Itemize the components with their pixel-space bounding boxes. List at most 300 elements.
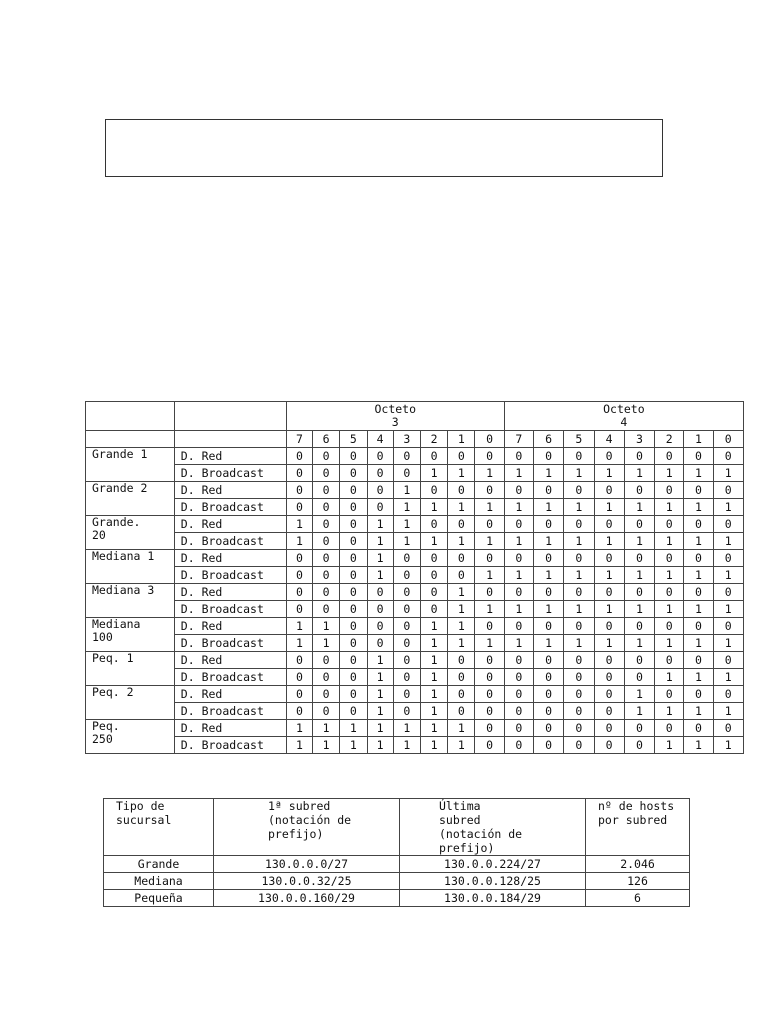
bit-cell: 0 [286, 669, 312, 686]
bit-cell: 1 [475, 601, 504, 618]
bit-cell: 0 [448, 686, 475, 703]
bit-cell: 0 [533, 550, 563, 567]
bit-cell: 1 [655, 567, 684, 584]
bit-cell: 1 [684, 567, 713, 584]
bit-position-15: 0 [713, 431, 743, 448]
bit-cell: 1 [313, 737, 340, 754]
branch-label: Peq. 1 [86, 652, 175, 686]
bit-cell: 0 [340, 516, 367, 533]
summary-row [104, 890, 690, 907]
bit-cell: 0 [533, 703, 563, 720]
blank-text-box [105, 119, 663, 177]
bit-cell: 1 [713, 703, 743, 720]
bit-position-5: 2 [420, 431, 447, 448]
bit-cell: 0 [533, 482, 563, 499]
bit-cell: 1 [367, 686, 393, 703]
address-type-label: D. Broadcast [174, 567, 286, 584]
table-row [86, 601, 744, 618]
bit-cell: 1 [475, 635, 504, 652]
table-row [86, 635, 744, 652]
bit-cell: 0 [533, 737, 563, 754]
bit-cell: 0 [286, 686, 312, 703]
bit-cell: 1 [286, 720, 312, 737]
bit-cell: 0 [594, 703, 624, 720]
bit-cell: 0 [313, 703, 340, 720]
bit-cell: 1 [713, 669, 743, 686]
bit-cell: 1 [420, 635, 447, 652]
bit-cell: 0 [367, 448, 393, 465]
bit-cell: 1 [286, 533, 312, 550]
address-type-label: D. Broadcast [174, 669, 286, 686]
address-type-label: D. Red [174, 448, 286, 465]
bit-cell: 1 [684, 533, 713, 550]
bit-cell: 0 [564, 516, 594, 533]
bit-cell: 0 [655, 448, 684, 465]
bit-cell: 1 [393, 499, 420, 516]
bit-cell: 1 [393, 482, 420, 499]
bit-position-0: 7 [286, 431, 312, 448]
bit-cell: 1 [624, 533, 654, 550]
bit-cell: 0 [448, 567, 475, 584]
bit-position-2: 5 [340, 431, 367, 448]
bit-cell: 0 [533, 618, 563, 635]
bit-cell: 0 [286, 499, 312, 516]
bit-cell: 0 [655, 550, 684, 567]
table-row [86, 652, 744, 669]
bit-cell: 0 [564, 584, 594, 601]
bit-cell: 0 [594, 448, 624, 465]
bit-cell: 0 [475, 720, 504, 737]
bit-cell: 0 [594, 618, 624, 635]
bit-cell: 0 [533, 686, 563, 703]
bit-cell: 0 [713, 584, 743, 601]
bit-cell: 1 [367, 533, 393, 550]
subnet-bits-table [85, 401, 744, 754]
address-type-label: D. Red [174, 550, 286, 567]
table-row [86, 482, 744, 499]
bit-cell: 0 [286, 584, 312, 601]
bit-cell: 1 [504, 533, 533, 550]
branch-label: Grande 1 [86, 448, 175, 482]
bit-cell: 0 [594, 550, 624, 567]
bit-position-1: 6 [313, 431, 340, 448]
bit-cell: 1 [393, 516, 420, 533]
bit-cell: 1 [367, 703, 393, 720]
bit-cell: 0 [340, 448, 367, 465]
header-last-subnet: Última subred (notación de prefijo) [400, 799, 586, 856]
first-subnet-cell: 130.0.0.0/27 [214, 856, 400, 873]
bitpos-blank-cell-2 [174, 431, 286, 448]
table-row [86, 584, 744, 601]
bit-cell: 0 [504, 720, 533, 737]
bit-cell: 1 [313, 720, 340, 737]
bit-cell: 0 [713, 618, 743, 635]
bit-cell: 0 [533, 584, 563, 601]
bit-cell: 0 [393, 669, 420, 686]
bit-cell: 1 [564, 499, 594, 516]
bit-cell: 0 [340, 533, 367, 550]
bit-cell: 1 [713, 499, 743, 516]
bit-cell: 1 [655, 635, 684, 652]
octet-4-header: Octeto 4 [504, 402, 743, 431]
bit-cell: 1 [533, 465, 563, 482]
bit-cell: 0 [367, 584, 393, 601]
header-branch-type: Tipo de sucursal [104, 799, 214, 856]
bit-cell: 1 [594, 601, 624, 618]
hosts-per-subnet-cell: 126 [586, 873, 690, 890]
bit-cell: 1 [367, 567, 393, 584]
bit-cell: 0 [624, 669, 654, 686]
table-row [86, 669, 744, 686]
table-row [86, 516, 744, 533]
bit-cell: 1 [655, 465, 684, 482]
bit-cell: 1 [475, 567, 504, 584]
last-subnet-cell: 130.0.0.128/25 [400, 873, 586, 890]
bit-cell: 0 [594, 737, 624, 754]
bit-cell: 0 [533, 448, 563, 465]
bit-cell: 0 [564, 652, 594, 669]
bit-cell: 0 [713, 720, 743, 737]
bit-cell: 1 [367, 550, 393, 567]
bit-cell: 0 [420, 550, 447, 567]
first-subnet-cell: 130.0.0.32/25 [214, 873, 400, 890]
bit-cell: 1 [564, 601, 594, 618]
bit-cell: 1 [420, 652, 447, 669]
bit-cell: 0 [475, 618, 504, 635]
bit-cell: 0 [655, 516, 684, 533]
bit-position-13: 2 [655, 431, 684, 448]
bit-cell: 1 [713, 465, 743, 482]
branch-type-cell: Pequeña [104, 890, 214, 907]
bit-cell: 0 [393, 567, 420, 584]
bit-cell: 0 [564, 448, 594, 465]
bit-cell: 0 [475, 652, 504, 669]
bit-cell: 0 [684, 652, 713, 669]
bit-cell: 0 [475, 669, 504, 686]
address-type-label: D. Broadcast [174, 635, 286, 652]
last-subnet-cell: 130.0.0.224/27 [400, 856, 586, 873]
bit-cell: 0 [340, 465, 367, 482]
bit-cell: 0 [564, 482, 594, 499]
bitpos-blank-cell-1 [86, 431, 175, 448]
first-subnet-cell: 130.0.0.160/29 [214, 890, 400, 907]
bit-cell: 0 [420, 448, 447, 465]
table-row [86, 550, 744, 567]
bit-cell: 0 [684, 686, 713, 703]
bit-cell: 1 [533, 601, 563, 618]
bit-cell: 0 [504, 584, 533, 601]
bit-position-10: 5 [564, 431, 594, 448]
bit-cell: 0 [475, 448, 504, 465]
bit-cell: 0 [420, 516, 447, 533]
bit-cell: 0 [393, 686, 420, 703]
bit-cell: 0 [624, 584, 654, 601]
bit-cell: 0 [504, 737, 533, 754]
bit-cell: 0 [655, 720, 684, 737]
bit-cell: 0 [313, 601, 340, 618]
bit-cell: 0 [475, 703, 504, 720]
table-row [86, 720, 744, 737]
bit-cell: 1 [713, 533, 743, 550]
bit-cell: 0 [313, 448, 340, 465]
bit-cell: 0 [393, 703, 420, 720]
bit-cell: 0 [475, 737, 504, 754]
bit-cell: 1 [655, 703, 684, 720]
bit-cell: 0 [655, 686, 684, 703]
branch-label: Grande 2 [86, 482, 175, 516]
bit-position-6: 1 [448, 431, 475, 448]
bit-cell: 1 [564, 635, 594, 652]
bit-cell: 0 [313, 584, 340, 601]
bit-cell: 1 [594, 465, 624, 482]
bit-cell: 1 [448, 533, 475, 550]
header-first-subnet: 1ª subred (notación de prefijo) [214, 799, 400, 856]
bit-cell: 0 [624, 550, 654, 567]
bit-cell: 0 [533, 720, 563, 737]
bit-cell: 1 [713, 635, 743, 652]
bit-cell: 0 [684, 720, 713, 737]
bit-cell: 0 [286, 448, 312, 465]
bit-cell: 0 [594, 482, 624, 499]
octet-3-header: Octeto 3 [286, 402, 504, 431]
bit-cell: 1 [448, 601, 475, 618]
bit-cell: 1 [684, 465, 713, 482]
bit-cell: 1 [340, 720, 367, 737]
bit-cell: 1 [684, 737, 713, 754]
summary-header-row [104, 799, 690, 856]
bit-cell: 0 [313, 533, 340, 550]
subnet-bits-body [86, 448, 744, 754]
bit-cell: 0 [713, 448, 743, 465]
bit-cell: 0 [393, 618, 420, 635]
bit-cell: 1 [420, 465, 447, 482]
bit-cell: 0 [504, 516, 533, 533]
bit-cell: 0 [420, 567, 447, 584]
bit-position-8: 7 [504, 431, 533, 448]
bit-cell: 0 [313, 652, 340, 669]
bit-cell: 0 [564, 618, 594, 635]
bit-cell: 0 [340, 584, 367, 601]
bit-cell: 1 [286, 618, 312, 635]
bit-cell: 1 [393, 533, 420, 550]
bit-cell: 1 [504, 499, 533, 516]
bit-cell: 0 [393, 550, 420, 567]
bit-cell: 1 [533, 567, 563, 584]
bit-cell: 0 [313, 499, 340, 516]
bit-cell: 0 [624, 720, 654, 737]
bit-cell: 1 [655, 737, 684, 754]
bit-cell: 0 [594, 516, 624, 533]
bit-cell: 1 [367, 720, 393, 737]
bit-cell: 0 [340, 482, 367, 499]
bit-cell: 1 [504, 465, 533, 482]
bit-cell: 1 [713, 737, 743, 754]
bit-cell: 1 [504, 567, 533, 584]
bit-cell: 0 [340, 669, 367, 686]
bit-position-14: 1 [684, 431, 713, 448]
bit-cell: 1 [564, 465, 594, 482]
bit-cell: 1 [655, 533, 684, 550]
bit-cell: 1 [504, 601, 533, 618]
bit-cell: 0 [713, 550, 743, 567]
bit-cell: 1 [655, 669, 684, 686]
bit-cell: 1 [367, 669, 393, 686]
octet-header-row [86, 402, 744, 431]
bit-cell: 0 [393, 465, 420, 482]
bit-cell: 1 [684, 703, 713, 720]
table-row [86, 686, 744, 703]
bit-cell: 0 [367, 499, 393, 516]
table-row [86, 533, 744, 550]
bit-cell: 1 [448, 499, 475, 516]
bit-cell: 1 [533, 635, 563, 652]
branch-label: Mediana 1 [86, 550, 175, 584]
address-type-label: D. Red [174, 720, 286, 737]
bit-cell: 1 [286, 635, 312, 652]
bit-cell: 0 [340, 703, 367, 720]
bit-cell: 1 [624, 686, 654, 703]
bit-cell: 1 [594, 533, 624, 550]
bit-cell: 0 [393, 601, 420, 618]
bit-cell: 0 [684, 516, 713, 533]
bit-cell: 1 [655, 601, 684, 618]
bit-cell: 1 [367, 737, 393, 754]
table-row [86, 567, 744, 584]
bit-cell: 0 [340, 567, 367, 584]
table-row [86, 448, 744, 465]
summary-body [104, 856, 690, 907]
bit-position-4: 3 [393, 431, 420, 448]
address-type-label: D. Red [174, 618, 286, 635]
address-type-label: D. Red [174, 482, 286, 499]
table-row [86, 618, 744, 635]
bit-cell: 0 [594, 669, 624, 686]
bit-cell: 0 [313, 669, 340, 686]
bit-cell: 1 [313, 618, 340, 635]
last-subnet-cell: 130.0.0.184/29 [400, 890, 586, 907]
table-row [86, 465, 744, 482]
bit-cell: 0 [448, 482, 475, 499]
hosts-per-subnet-cell: 2.046 [586, 856, 690, 873]
bit-cell: 0 [624, 652, 654, 669]
bit-cell: 0 [713, 652, 743, 669]
address-type-label: D. Red [174, 652, 286, 669]
bit-cell: 0 [393, 652, 420, 669]
bit-cell: 0 [340, 550, 367, 567]
bit-cell: 0 [313, 482, 340, 499]
bit-cell: 0 [313, 465, 340, 482]
bit-cell: 0 [313, 516, 340, 533]
bit-cell: 0 [448, 652, 475, 669]
bit-cell: 1 [684, 601, 713, 618]
branch-type-cell: Grande [104, 856, 214, 873]
address-type-label: D. Broadcast [174, 601, 286, 618]
hosts-per-subnet-cell: 6 [586, 890, 690, 907]
bit-cell: 0 [594, 720, 624, 737]
branch-label: Peq. 250 [86, 720, 175, 754]
bit-cell: 0 [564, 737, 594, 754]
bit-cell: 0 [624, 737, 654, 754]
bit-cell: 1 [367, 652, 393, 669]
bit-cell: 0 [448, 516, 475, 533]
address-type-label: D. Broadcast [174, 499, 286, 516]
bit-cell: 0 [504, 686, 533, 703]
bit-cell: 1 [684, 669, 713, 686]
bit-cell: 1 [448, 584, 475, 601]
table-row [86, 703, 744, 720]
bit-cell: 1 [393, 720, 420, 737]
summary-row [104, 873, 690, 890]
bit-cell: 1 [564, 533, 594, 550]
bit-position-row [86, 431, 744, 448]
bit-position-9: 6 [533, 431, 563, 448]
bit-cell: 0 [564, 550, 594, 567]
bit-cell: 1 [393, 737, 420, 754]
bit-cell: 0 [475, 482, 504, 499]
summary-row [104, 856, 690, 873]
address-type-label: D. Broadcast [174, 533, 286, 550]
bit-cell: 1 [420, 737, 447, 754]
bit-cell: 0 [448, 550, 475, 567]
bit-cell: 0 [504, 448, 533, 465]
bit-cell: 1 [594, 567, 624, 584]
bit-cell: 0 [533, 652, 563, 669]
branch-label: Grande. 20 [86, 516, 175, 550]
row-label-column-header [174, 402, 286, 431]
bit-cell: 0 [713, 516, 743, 533]
bit-cell: 1 [684, 499, 713, 516]
bit-cell: 0 [367, 601, 393, 618]
bit-cell: 0 [393, 635, 420, 652]
bit-cell: 0 [684, 482, 713, 499]
bit-cell: 0 [420, 482, 447, 499]
subnet-summary-table [103, 798, 690, 907]
bit-cell: 1 [448, 635, 475, 652]
bit-cell: 0 [367, 465, 393, 482]
address-type-label: D. Broadcast [174, 703, 286, 720]
bit-cell: 1 [564, 567, 594, 584]
bit-cell: 0 [533, 669, 563, 686]
bit-cell: 1 [448, 737, 475, 754]
bit-cell: 1 [420, 703, 447, 720]
bit-cell: 1 [533, 533, 563, 550]
bit-cell: 1 [448, 618, 475, 635]
bit-cell: 0 [684, 550, 713, 567]
bit-cell: 0 [286, 550, 312, 567]
bit-cell: 0 [504, 618, 533, 635]
bit-cell: 0 [420, 601, 447, 618]
bit-cell: 0 [624, 448, 654, 465]
address-type-label: D. Red [174, 516, 286, 533]
bit-position-12: 3 [624, 431, 654, 448]
bit-cell: 0 [564, 669, 594, 686]
branch-label: Mediana 3 [86, 584, 175, 618]
bit-cell: 1 [624, 567, 654, 584]
bit-cell: 1 [594, 499, 624, 516]
bit-cell: 0 [713, 686, 743, 703]
bit-position-11: 4 [594, 431, 624, 448]
bit-cell: 1 [624, 499, 654, 516]
bit-cell: 1 [475, 499, 504, 516]
bit-cell: 0 [286, 652, 312, 669]
address-type-label: D. Broadcast [174, 465, 286, 482]
bit-cell: 1 [367, 516, 393, 533]
bit-cell: 0 [504, 669, 533, 686]
bit-cell: 0 [393, 448, 420, 465]
bit-cell: 1 [420, 618, 447, 635]
bit-cell: 0 [475, 516, 504, 533]
branch-type-cell: Mediana [104, 873, 214, 890]
